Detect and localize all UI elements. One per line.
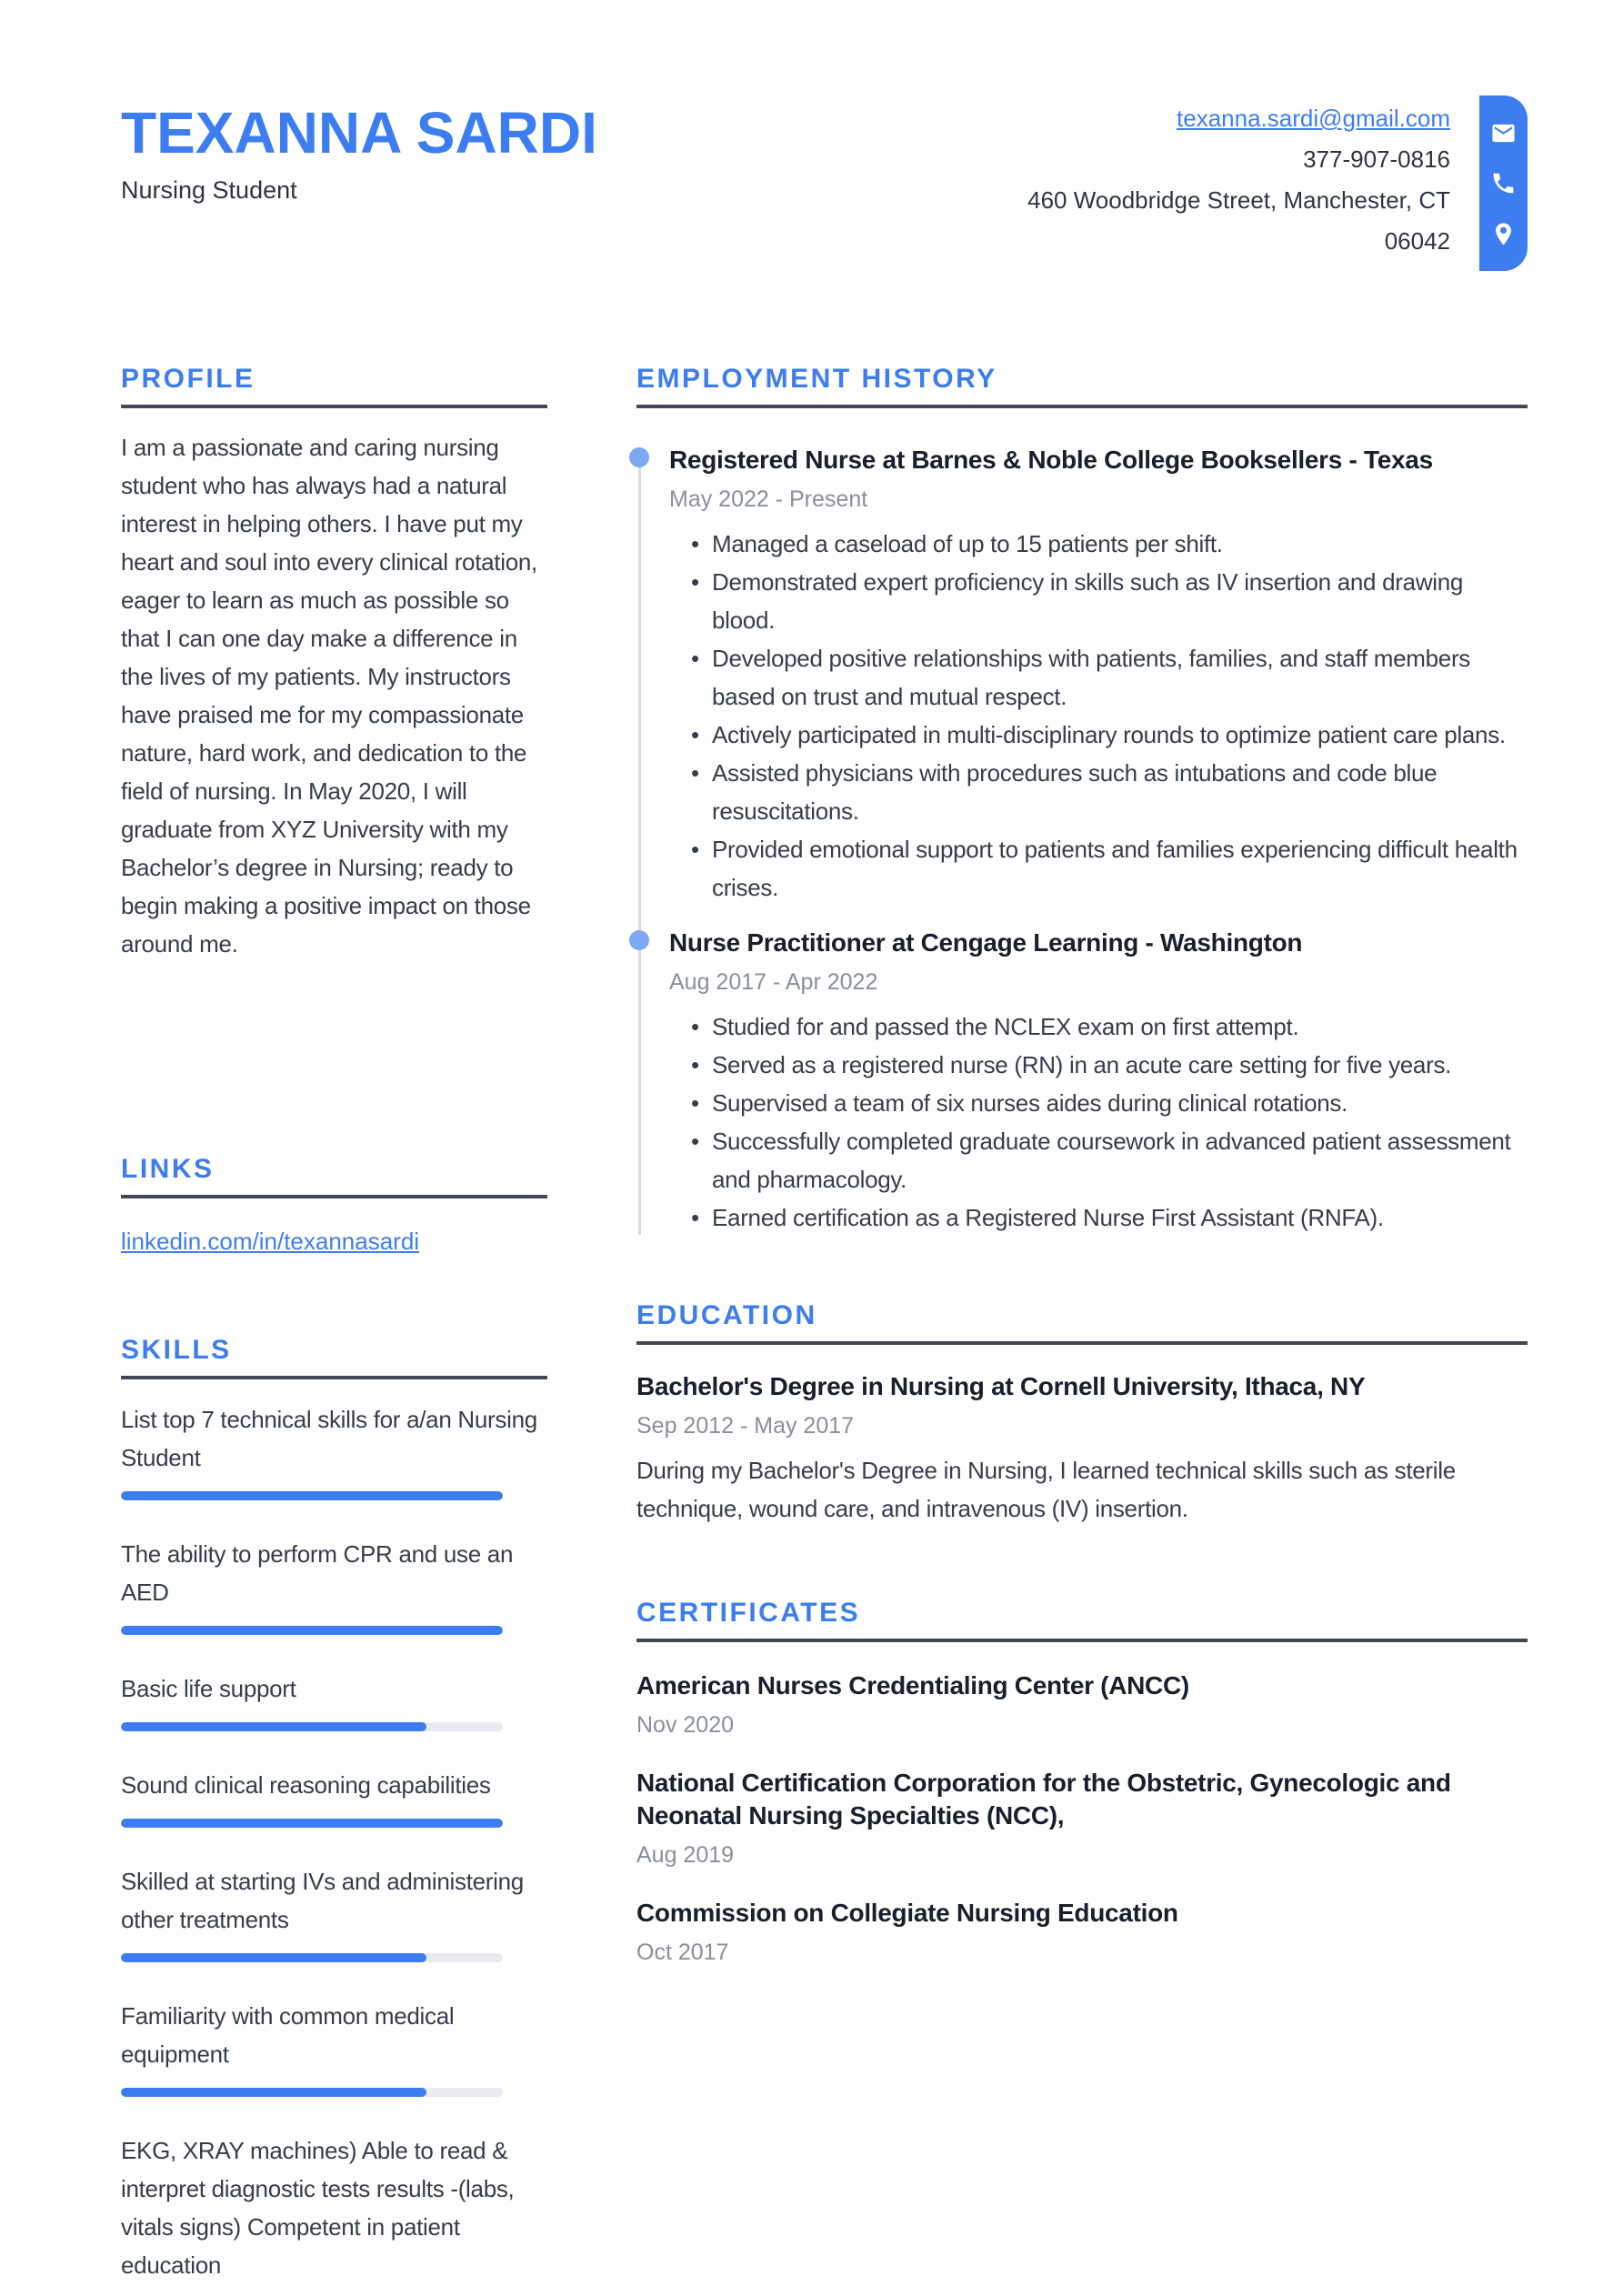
right-column xyxy=(636,364,1528,2296)
skill-level-fill xyxy=(121,1491,503,1500)
job-bullet: • Actively participated in multi-disciplinary rounds to optimize patient care plans. xyxy=(669,716,1528,754)
certificate-title: National Certification Corporation for the Obstetric, Gynecologic and Neonatal Nursing Specialties (NCC), xyxy=(636,1769,1451,1830)
resume-body xyxy=(121,364,1528,2296)
job-dates: Aug 2017 - Apr 2022 xyxy=(669,969,878,995)
skill-level-fill xyxy=(121,1819,503,1828)
skill-level-fill xyxy=(121,2088,426,2097)
job-bullet: • Supervised a team of six nurses aides during clinical rotations. xyxy=(669,1084,1528,1122)
certificate-dates: Oct 2017 xyxy=(636,1940,729,1965)
address-line-1: 460 Woodbridge Street, Manchester, CT xyxy=(1027,186,1450,214)
job-bullet: • Successfully completed graduate coursework in advanced patient assessment and pharmacology. xyxy=(669,1122,1528,1198)
skill-item xyxy=(121,2131,547,2296)
certificate-entry xyxy=(636,1897,1528,1967)
links-heading: LINKS xyxy=(121,1154,547,1198)
certificates-section xyxy=(636,1598,1528,1967)
person-name: TEXANNA SARDI xyxy=(121,100,597,165)
contact-block xyxy=(1027,98,1450,262)
skills-section xyxy=(121,1335,547,2296)
education-entry xyxy=(636,1370,1528,1528)
job-bullet: • Studied for and passed the NCLEX exam on first attempt. xyxy=(669,1008,1528,1046)
certificate-title: American Nurses Credentialing Center (ANCC) xyxy=(636,1671,1189,1699)
email-link[interactable]: texanna.sardi@gmail.com xyxy=(1177,105,1450,132)
job-bullet: • Developed positive relationships with patients, families, and staff members based on trust and mutual respect. xyxy=(669,639,1528,716)
profile-section xyxy=(121,364,547,963)
skill-level-bar xyxy=(121,1819,503,1828)
skill-item xyxy=(121,1997,547,2097)
address-line-2: 06042 xyxy=(1384,227,1450,255)
profile-text: I am a passionate and caring nursing student who has always had a natural interest in helping others. I have put my heart and soul into every clinical rotation, eager to learn as much as possible so that I can one day make a difference in the lives of my patients. My instructors have praised me for my compassionate nature, hard work, and dedication to the field of nursing. In May 2020, I will graduate from XYZ University with my Bachelor’s degree in Nursing; ready to begin making a positive impact on those around me. xyxy=(121,434,537,958)
certificate-dates: Nov 2020 xyxy=(636,1712,735,1738)
header xyxy=(121,91,1528,271)
skill-item xyxy=(121,1535,547,1635)
skill-level-fill xyxy=(121,1953,426,1962)
skill-item xyxy=(121,1400,547,1500)
job-bullet-list xyxy=(669,525,1528,907)
certificate-dates: Aug 2019 xyxy=(636,1842,735,1868)
skill-label: Skilled at starting IVs and administering other treatments xyxy=(121,1868,524,1933)
job-entry xyxy=(636,444,1528,907)
skill-item xyxy=(121,1766,547,1828)
linkedin-link[interactable]: linkedin.com/in/texannasardi xyxy=(121,1228,420,1255)
skill-level-bar xyxy=(121,1491,503,1500)
education-heading: EDUCATION xyxy=(636,1300,1528,1345)
job-title: Registered Nurse at Barnes & Noble College Booksellers - Texas xyxy=(669,446,1433,474)
certificate-entry xyxy=(636,1669,1528,1740)
job-dates: May 2022 - Present xyxy=(669,486,868,512)
job-title: Nurse Practitioner at Cengage Learning - Washington xyxy=(669,928,1303,957)
mail-icon xyxy=(1490,120,1517,146)
employment-timeline xyxy=(636,444,1528,1237)
job-bullet: • Served as a registered nurse (RN) in an acute care setting for five years. xyxy=(669,1046,1528,1084)
job-bullet: • Earned certification as a Registered Nurse First Assistant (RNFA). xyxy=(669,1198,1528,1237)
education-dates: Sep 2012 - May 2017 xyxy=(636,1413,855,1439)
education-title: Bachelor's Degree in Nursing at Cornell University, Ithaca, NY xyxy=(636,1372,1366,1400)
profile-heading: PROFILE xyxy=(121,364,547,408)
job-bullet: • Assisted physicians with procedures such as intubations and code blue resuscitations. xyxy=(669,754,1528,830)
certificates-heading: CERTIFICATES xyxy=(636,1598,1528,1642)
employment-heading: EMPLOYMENT HISTORY xyxy=(636,364,1528,408)
left-column xyxy=(121,364,547,2296)
skill-level-bar xyxy=(121,2088,503,2097)
job-entry xyxy=(636,927,1528,1237)
phone-number: 377-907-0816 xyxy=(1303,145,1450,173)
education-section xyxy=(636,1300,1528,1528)
skill-label: EKG, XRAY machines) Able to read & interpret diagnostic tests results -(labs, vitals signs) Competent in patient education xyxy=(121,2137,515,2279)
links-section xyxy=(121,1154,547,1256)
skill-level-bar xyxy=(121,1722,503,1731)
skills-heading: SKILLS xyxy=(121,1335,547,1379)
skill-label: List top 7 technical skills for a/an Nursing Student xyxy=(121,1406,537,1471)
skill-level-bar xyxy=(121,1626,503,1635)
job-bullet: • Provided emotional support to patients and families experiencing difficult health crises. xyxy=(669,830,1528,907)
job-bullet-list xyxy=(669,1008,1528,1237)
skill-label: The ability to perform CPR and use an AED xyxy=(121,1540,514,1606)
skill-label: Familiarity with common medical equipment xyxy=(121,2002,455,2068)
skill-level-fill xyxy=(121,1626,503,1635)
skill-level-bar xyxy=(121,1953,503,1962)
skill-level-fill xyxy=(121,1722,426,1731)
skill-item xyxy=(121,1862,547,1962)
certificate-entry xyxy=(636,1767,1528,1870)
location-icon xyxy=(1490,221,1517,247)
employment-section xyxy=(636,364,1528,1237)
contact-icon-bar xyxy=(1479,95,1528,271)
job-bullet: • Demonstrated expert proficiency in skills such as IV insertion and drawing blood. xyxy=(669,563,1528,639)
job-bullet: • Managed a caseload of up to 15 patients per shift. xyxy=(669,525,1528,563)
skill-label: Sound clinical reasoning capabilities xyxy=(121,1771,491,1799)
skill-label: Basic life support xyxy=(121,1675,296,1702)
phone-icon xyxy=(1490,170,1517,196)
education-description: During my Bachelor's Degree in Nursing, I learned technical skills such as sterile technique, wound care, and intravenous (IV) insertion. xyxy=(636,1457,1456,1522)
certificate-title: Commission on Collegiate Nursing Education xyxy=(636,1899,1178,1927)
skill-item xyxy=(121,1669,547,1731)
person-role: Nursing Student xyxy=(121,176,297,204)
